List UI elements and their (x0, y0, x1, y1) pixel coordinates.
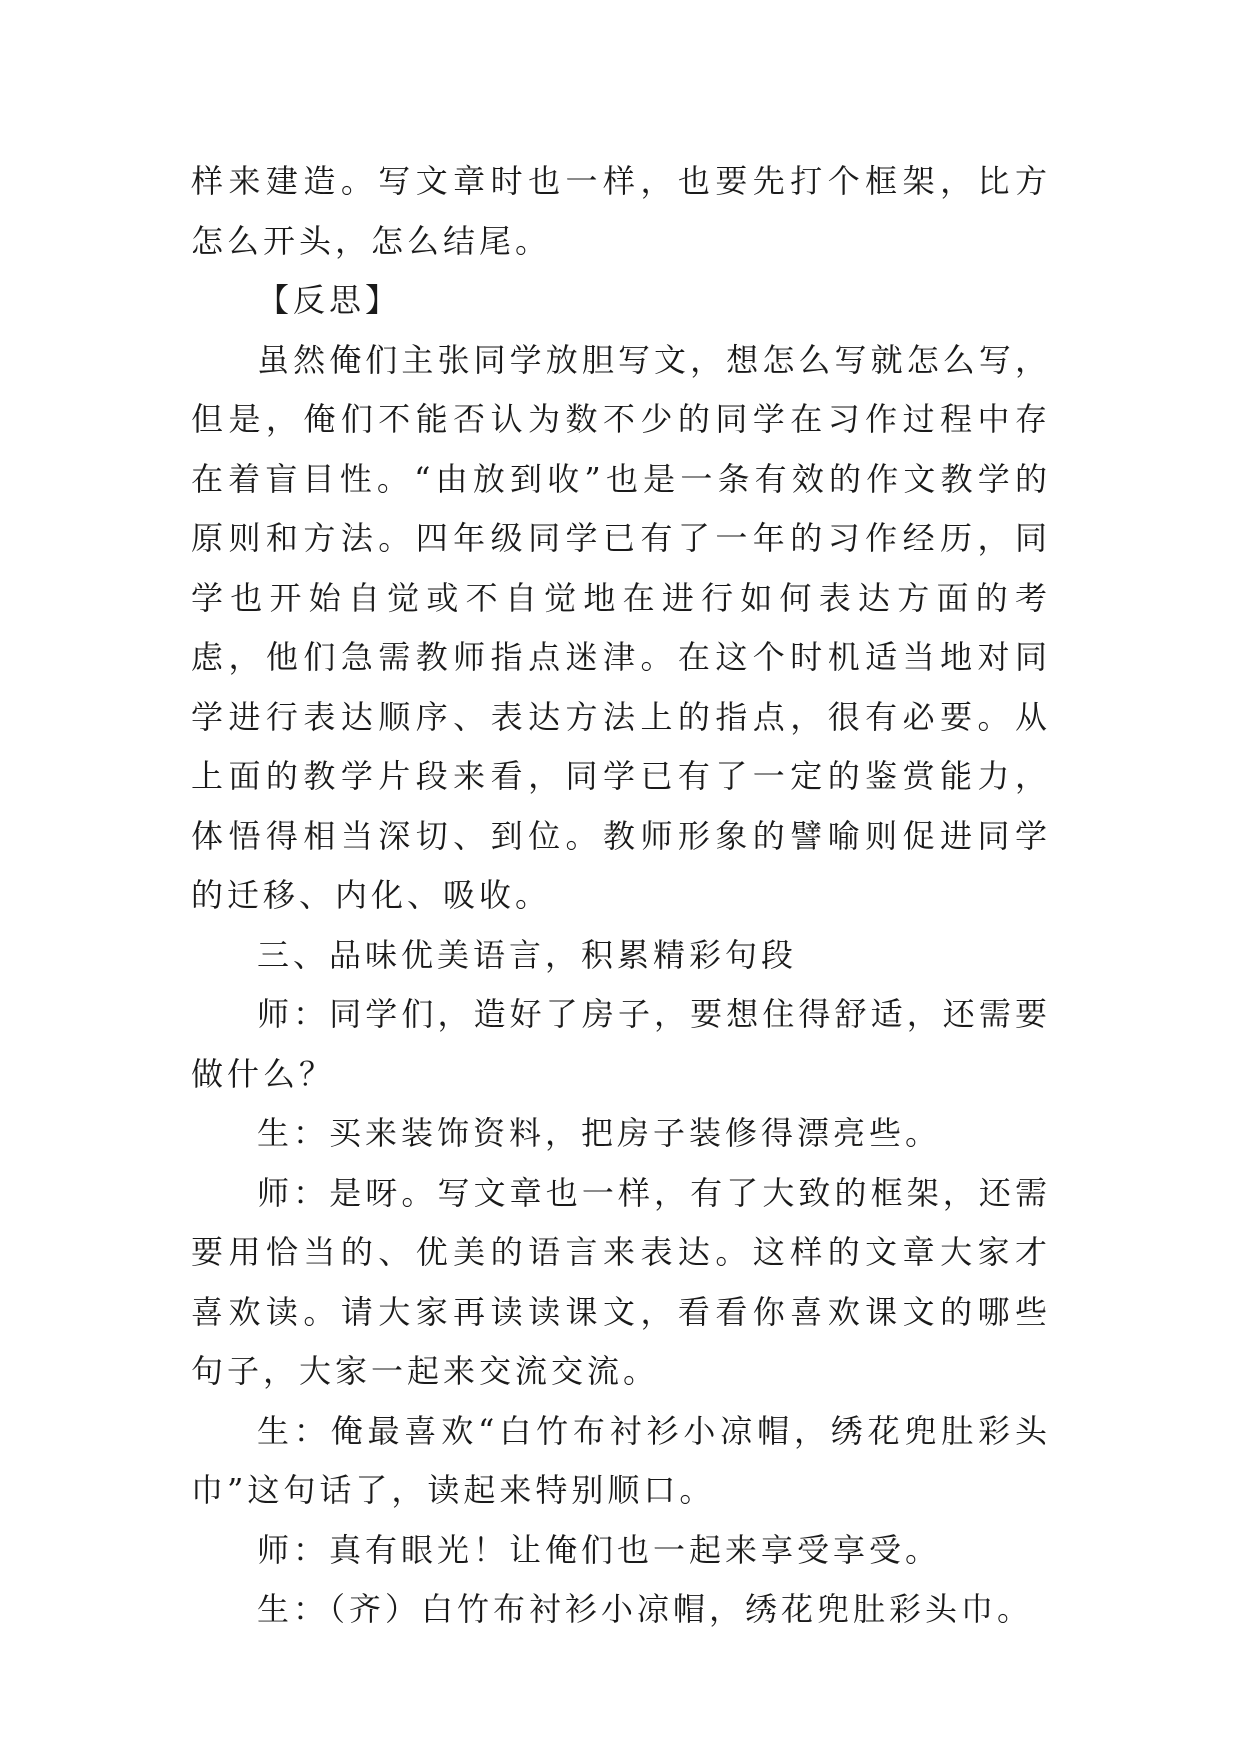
dialogue-teacher: 师：真有眼光！让俺们也一起来享受享受。 (257, 1530, 942, 1569)
dialogue-student: 生：买来装饰资料，把房子装修得漂亮些。 (257, 1114, 942, 1152)
paragraph-continuation: 样来建造。写文章时也一样，也要先打个框架，比方怎么开头，怎么结尾。 (191, 162, 1051, 260)
dialogue-student: 生：俺最喜欢“白竹布衬衫小凉帽，绣花兜肚彩头巾”这句话了，读起来特别顺口。 (191, 1411, 1051, 1509)
dialogue-teacher: 师：是呀。写文章也一样，有了大致的框架，还需要用恰当的、优美的语言来表达。这样的文章大家才喜欢读。请大家再读读课文，看看你喜欢课文的哪些句子，大家一起来交流交流。 (191, 1173, 1051, 1390)
section-heading-three: 三、品味优美语言，积累精彩句段 (257, 935, 798, 974)
section-heading-reflection: 【反思】 (257, 281, 402, 319)
document-body (191, 152, 1051, 1640)
dialogue-teacher: 师：同学们，造好了房子，要想住得舒适，还需要做什么？ (191, 995, 1051, 1093)
paragraph-reflection: 虽然俺们主张同学放胆写文，想怎么写就怎么写，但是，俺们不能否认为数不少的同学在习作过程中存在着盲目性。“由放到收”也是一条有效的作文教学的原则和方法。四年级同学已有了一年的习作经历，同学也开始自觉或不自觉地在进行如何表达方面的考虑，他们急需教师指点迷津。在这个时机适当地对同学进行表达顺序、表达方法上的指点，很有必要。从上面的教学片段来看，同学已有了一定的鉴赏能力，体悟得相当深切、到位。教师形象的譬喻则促进同学的迁移、内化、吸收。 (191, 340, 1051, 914)
dialogue-students-chorus: 生：（齐）白竹布衬衫小凉帽，绣花兜肚彩头巾。 (257, 1590, 1034, 1628)
